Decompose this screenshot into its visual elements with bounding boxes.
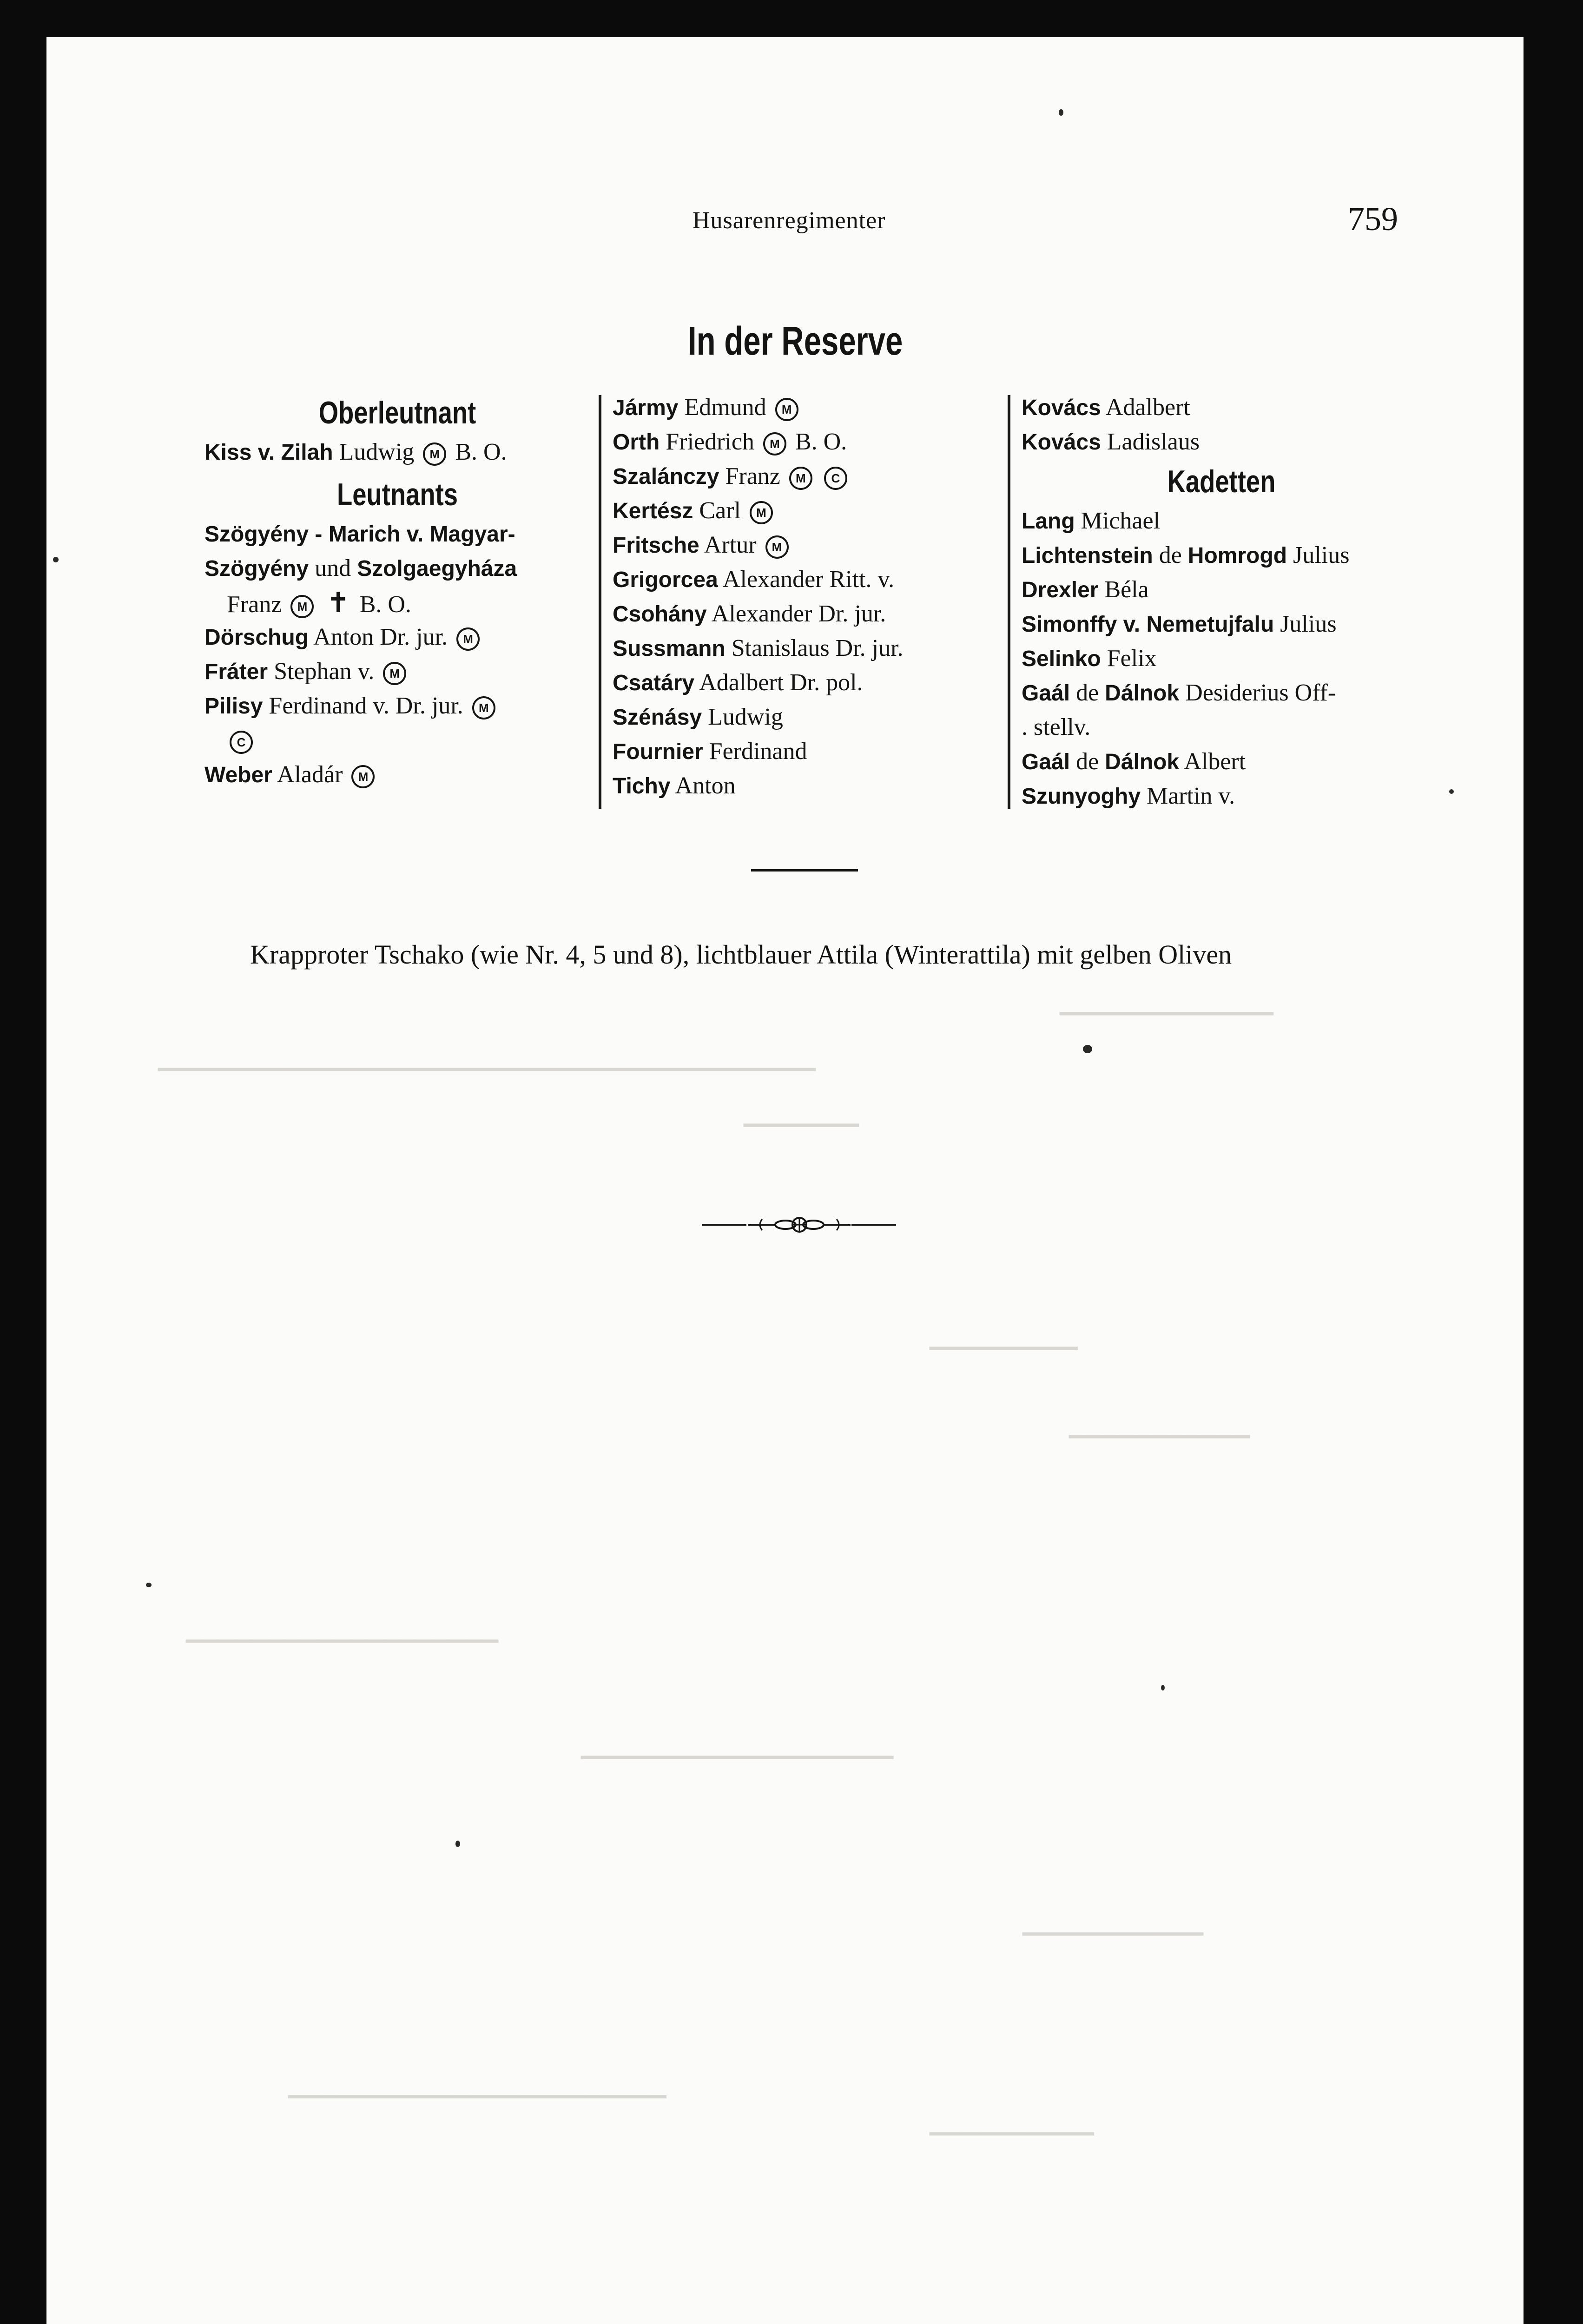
entry-surname: Szögyény (204, 556, 309, 581)
c-mark-icon: C (824, 467, 847, 490)
entry-surname: Kovács (1022, 396, 1101, 420)
bleed-through-text: ▁▁▁▁▁▁▁▁▁▁▁▁▁▁▁▁▁▁▁▁▁▁▁ (288, 2074, 666, 2098)
list-entry (1022, 538, 1421, 573)
scan-speck (1083, 1045, 1092, 1053)
list-entry (613, 528, 998, 562)
entry-text: de (1076, 680, 1099, 706)
bleed-through-text: ▁▁▁▁▁▁▁▁▁ (930, 1326, 1078, 1349)
m-mark-icon: M (351, 765, 375, 788)
ornament-icon (744, 1211, 855, 1239)
column-left (204, 390, 590, 792)
list-entry (613, 390, 998, 425)
entry-given-name: Franz (227, 591, 282, 618)
bleed-through-text: ▁▁▁▁▁▁▁▁▁▁▁ (1069, 1414, 1250, 1438)
entry-text: Felix (1107, 645, 1157, 672)
section-title: In der Reserve (688, 319, 903, 363)
entry-surname: Csatáry (613, 671, 695, 695)
section-divider (751, 869, 858, 872)
entry-text: Stanislaus Dr. jur. (731, 635, 904, 661)
entry-surname: Jármy (613, 396, 679, 420)
entry-surname: Selinko (1022, 647, 1101, 671)
scan-speck (455, 1841, 460, 1847)
c-mark-icon: C (230, 731, 253, 754)
scan-speck (1161, 1685, 1165, 1690)
entry-surname: Fritsche (613, 533, 699, 558)
entry-given-name: Ludwig (339, 439, 415, 465)
entry-text: Anton (675, 772, 736, 799)
bleed-through-text: ▁▁▁▁▁▁▁▁▁▁▁▁▁ (1060, 991, 1273, 1015)
entry-surname: Dálnok (1105, 750, 1180, 774)
entry-text: Michael (1081, 508, 1161, 534)
list-entry-continued (1022, 710, 1421, 745)
entry-text: Aladár (277, 761, 343, 788)
entry-surname: Lichtenstein (1022, 543, 1153, 568)
m-mark-icon: M (472, 696, 495, 720)
entry-surname: Dörschug (204, 625, 309, 650)
entry-surname: Szénásy (613, 705, 702, 730)
list-entry-continued (204, 551, 590, 586)
entry-text: . stellv. (1022, 714, 1091, 740)
scan-border-right (1524, 0, 1583, 2324)
entry-text: Adalbert Dr. pol. (699, 669, 863, 696)
list-entry (613, 631, 998, 666)
entry-text: Ludwig (708, 704, 783, 730)
entry-text: Ferdinand v. Dr. jur. (269, 693, 463, 719)
list-entry (613, 459, 998, 494)
entry-text: Alexander Dr. jur. (711, 601, 886, 627)
list-entry (204, 517, 590, 551)
scan-speck (53, 557, 59, 562)
bleed-through-text: ▁▁▁▁▁▁▁▁▁▁▁▁▁▁▁▁▁▁▁▁▁▁▁▁▁▁▁▁▁▁▁▁▁▁▁▁▁▁▁▁ (158, 1047, 816, 1070)
entry-text: Albert (1184, 748, 1246, 775)
ornament-line-left (702, 1224, 746, 1226)
list-entry (204, 620, 590, 654)
entry-surname: Szalánczy (613, 464, 719, 489)
entry-text: Julius (1280, 611, 1337, 637)
book-page (46, 37, 1524, 2324)
entry-suffix: B. O. (455, 439, 507, 465)
list-entry (204, 758, 590, 792)
scan-border-top (0, 0, 1583, 37)
list-entry (204, 654, 590, 689)
entry-surname: Sussmann (613, 636, 726, 661)
entry-text: Carl (699, 497, 741, 524)
entry-surname: Fráter (204, 660, 268, 684)
entry-surname: Fournier (613, 739, 703, 764)
list-entry (613, 562, 998, 597)
entry-text: Ferdinand (709, 738, 807, 765)
list-entry (1022, 607, 1421, 641)
entry-suffix: B. O. (359, 591, 411, 618)
entry-text: Edmund (684, 394, 766, 421)
entry-text: de (1076, 748, 1099, 775)
m-mark-icon: M (383, 662, 406, 685)
list-entry (204, 435, 590, 469)
entry-text: de (1159, 542, 1182, 568)
column-right (1022, 390, 1421, 813)
entry-text: Franz (725, 463, 780, 489)
entry-surname: Kertész (613, 499, 693, 523)
running-head: Husarenregimenter (693, 207, 886, 234)
entry-text: Desiderius Off- (1185, 680, 1336, 706)
entry-surname: Gaál (1022, 681, 1070, 706)
entry-text: Friedrich (666, 429, 754, 455)
entry-surname: Gaál (1022, 750, 1070, 774)
list-entry (613, 700, 998, 734)
list-entry-continued (204, 586, 590, 620)
cross-icon: ✝ (326, 588, 350, 618)
list-entry (613, 425, 998, 459)
list-entry (1022, 425, 1421, 459)
list-entry (613, 769, 998, 803)
entry-text: Stephan v. (274, 658, 375, 685)
entry-surname: Drexler (1022, 578, 1099, 602)
entry-surname: Szunyoghy (1022, 784, 1141, 809)
uniform-description: Krapproter Tschako (wie Nr. 4, 5 und 8), lichtblauer Attila (Winterattila) mit gelben Oliven (250, 939, 1232, 970)
entry-surname: Csohány (613, 602, 707, 627)
entry-text: und (315, 555, 351, 581)
entry-suffix: B. O. (795, 429, 847, 455)
m-mark-icon: M (423, 442, 446, 466)
entry-text: Béla (1104, 576, 1149, 603)
scan-speck (146, 1583, 152, 1587)
m-mark-icon: M (775, 398, 798, 421)
scan-speck (1059, 109, 1063, 116)
ornament-line-right (851, 1224, 896, 1226)
list-entry (1022, 745, 1421, 779)
entry-surname: Simonffy v. Nemetujfalu (1022, 612, 1274, 637)
entry-surname: Dálnok (1105, 681, 1180, 706)
list-entry (1022, 779, 1421, 813)
entry-surname: Grigorcea (613, 568, 718, 592)
entry-surname: Szolgaegyháza (357, 556, 517, 581)
list-entry (613, 494, 998, 528)
list-entry (1022, 573, 1421, 607)
scan-border-left (0, 0, 46, 2324)
list-entry (613, 734, 998, 769)
m-mark-icon: M (750, 501, 773, 524)
bleed-through-text: ▁▁▁▁▁▁▁▁▁▁▁ (1022, 1911, 1204, 1935)
bleed-through-text: ▁▁▁▁▁▁▁▁▁▁ (930, 2111, 1094, 2135)
entry-surname: Weber (204, 763, 272, 787)
entry-surname: Szögyény - Marich v. Magyar- (204, 522, 515, 547)
m-mark-icon: M (789, 467, 812, 490)
m-mark-icon: M (765, 535, 789, 559)
entry-text: Alexander Ritt. v. (722, 566, 895, 593)
list-entry (1022, 504, 1421, 538)
m-mark-icon: M (763, 432, 786, 456)
m-mark-icon: M (456, 627, 480, 651)
list-entry (613, 597, 998, 631)
entry-surname: Lang (1022, 509, 1075, 534)
list-entry (1022, 641, 1421, 676)
entry-surname: Pilisy (204, 694, 263, 719)
bleed-through-text: ▁▁▁▁▁▁▁▁▁▁▁▁▁▁▁▁▁▁▁ (186, 1618, 499, 1642)
bleed-through-text: ▁▁▁▁▁▁▁▁▁▁▁▁▁▁▁▁▁▁▁ (581, 1735, 894, 1758)
entry-surname: Tichy (613, 774, 671, 799)
column-middle (613, 390, 998, 803)
entry-surname: Kiss v. Zilah (204, 440, 333, 465)
entry-text: Martin v. (1147, 783, 1235, 809)
page-number: 759 (1348, 200, 1398, 238)
entry-surname: Kovács (1022, 430, 1101, 455)
entry-text: Julius (1293, 542, 1350, 568)
scan-speck (1449, 789, 1454, 794)
column-divider (1008, 395, 1010, 809)
list-entry (613, 666, 998, 700)
entry-text: Adalbert (1105, 394, 1190, 421)
entry-text: Anton Dr. jur. (313, 624, 448, 650)
rank-heading-leutnants: Leutnants (337, 477, 458, 512)
entry-text: Artur (704, 532, 757, 558)
list-entry (1022, 390, 1421, 425)
rank-heading-kadetten: Kadetten (1167, 464, 1276, 499)
entry-surname: Orth (613, 430, 660, 455)
m-mark-icon: M (290, 595, 314, 618)
bleed-through-text: ▁▁▁▁▁▁▁ (744, 1103, 859, 1126)
rank-heading-oberleutnant: Oberleutnant (318, 395, 476, 430)
list-entry-continued (204, 723, 590, 758)
column-divider (599, 395, 601, 809)
list-entry (1022, 676, 1421, 710)
list-entry (204, 689, 590, 723)
entry-text: Ladislaus (1107, 429, 1200, 455)
entry-surname: Homrogd (1187, 543, 1287, 568)
